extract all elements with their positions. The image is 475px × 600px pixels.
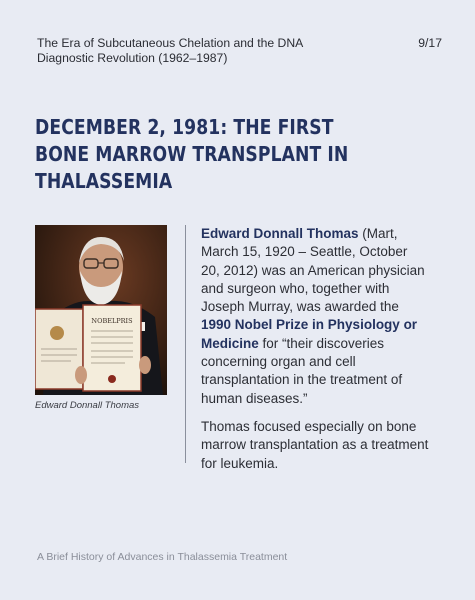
bio-text-1a: (Mart, March 15, 1920 – Seattle, October 20, 2012) was an American physician and surgeon who, together with Joseph Murray, was awarded the: [201, 226, 425, 315]
prize-name: 1990 Nobel Prize in Physiology or Medicine: [201, 317, 418, 351]
biography: [201, 225, 429, 483]
bio-paragraph-2: Thomas focused especially on bone marrow transplantation as a treatment for leukemia.: [201, 418, 429, 471]
person-name: Edward Donnall Thomas: [201, 226, 359, 241]
diploma-text: NOBELPRIS: [91, 317, 133, 325]
series-title: The Era of Subcutaneous Chelation and the DNA Diagnostic Revolution (1962–1987): [37, 36, 303, 65]
bio-paragraph-1: [201, 225, 429, 408]
bio-text-1b: for “their discoveries concerning organ and cell transplantation in the treatment of human diseases.”: [201, 335, 403, 406]
photo-caption: Edward Donnall Thomas: [35, 400, 140, 411]
footer: A Brief History of Advances in Thalassemia Treatment: [37, 551, 288, 563]
vertical-divider: [185, 225, 186, 463]
portrait-photo: [35, 225, 167, 395]
page-number: 9/17: [418, 36, 442, 50]
portrait-illustration: [35, 225, 167, 395]
slide-title: DECEMBER 2, 1981: THE FIRST BONE MARROW TRANSPLANT IN THALASSEMIA: [35, 115, 349, 193]
header: [37, 36, 442, 66]
